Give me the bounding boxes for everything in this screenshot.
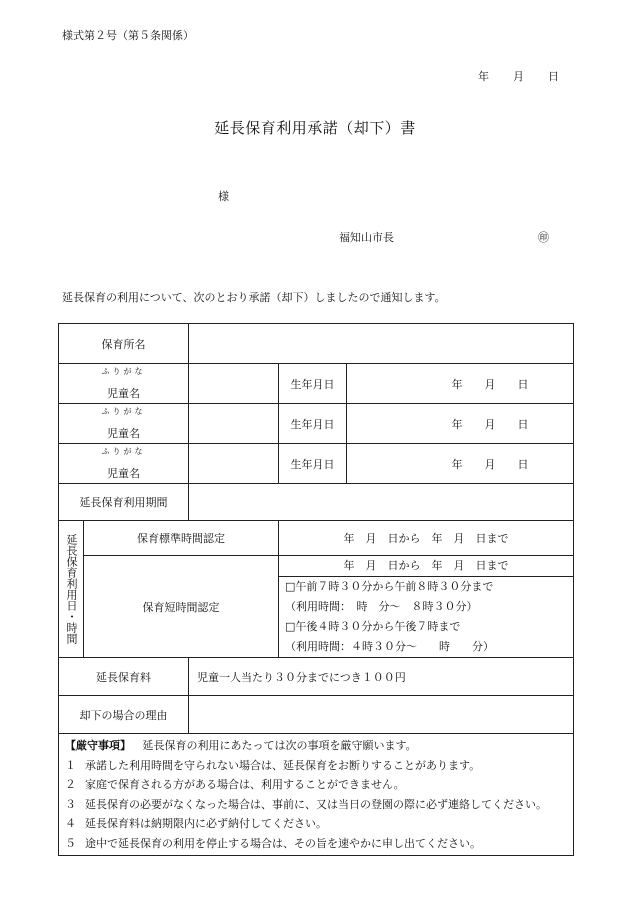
rejection-reason-row (59, 696, 574, 734)
note-number: ２ (65, 778, 76, 791)
furigana-label: ふりがな (101, 367, 146, 376)
birth-year-unit: 年 (451, 417, 463, 431)
short-time-morning-hours: （利用時間： 時 分〜 ８時３０分） (285, 600, 478, 613)
issue-date-line (478, 68, 559, 84)
note-item (65, 775, 567, 795)
fee-row (59, 658, 574, 696)
date-year: 年 (478, 70, 489, 83)
birth-label: 生年月日 (279, 364, 347, 404)
birth-year-unit: 年 (451, 377, 463, 391)
short-time-option-evening[interactable]: □午後４時３０分から午後７時まで (285, 620, 461, 633)
note-item (65, 834, 567, 854)
child-name-field[interactable] (189, 364, 279, 404)
period-value-field[interactable] (189, 484, 574, 521)
date-day: 日 (548, 70, 559, 83)
seal-mark: ㊞ (538, 231, 549, 244)
time-section-text: 延長保育利用日・時間 (65, 534, 78, 644)
birth-day-unit: 日 (517, 417, 529, 431)
child-name-field[interactable] (189, 444, 279, 484)
birth-label: 生年月日 (279, 404, 347, 444)
note-number: １ (65, 758, 76, 772)
standard-time-row (59, 521, 574, 556)
child-name-label (59, 444, 189, 484)
note-number: ５ (65, 836, 76, 850)
birth-date-field[interactable] (347, 444, 574, 484)
child-label: 児童名 (107, 467, 140, 480)
birth-day-unit: 日 (517, 457, 529, 471)
notes-header (65, 736, 567, 756)
notes-intro: 延長保育の利用にあたっては次の事項を厳守願います。 (142, 739, 417, 752)
fee-value: 児童一人当たり３０分までにつき１００円 (189, 658, 574, 696)
time-section-label (59, 521, 84, 658)
birth-label: 生年月日 (279, 444, 347, 484)
period-row (59, 484, 574, 521)
child-row (59, 404, 574, 444)
facility-value-field[interactable] (189, 324, 574, 364)
short-time-option-morning[interactable]: □午前７時３０分から午前８時３０分まで (285, 580, 494, 593)
document-title: 延長保育利用承諾（却下）書 (214, 119, 416, 137)
furigana-label: ふりがな (101, 447, 146, 456)
standard-time-label: 保育標準時間認定 (84, 521, 279, 556)
application-table (58, 323, 574, 856)
rejection-reason-field[interactable] (189, 696, 574, 734)
child-row (59, 364, 574, 404)
short-time-evening-hours: （利用時間：４時３０分〜 時 分） (285, 640, 494, 653)
birth-date-field[interactable] (347, 404, 574, 444)
child-label: 児童名 (107, 427, 140, 440)
birth-month-unit: 月 (484, 417, 496, 431)
date-month: 月 (513, 70, 524, 83)
note-text: 家庭で保育される方がある場合は、利用することができません。 (85, 778, 405, 791)
note-item (65, 795, 567, 815)
note-text: 途中で延長保育の利用を停止する場合は、その旨を速やかに申し出てください。 (85, 836, 481, 850)
issuer-name: 福知山市長 (339, 231, 394, 244)
notes-heading: 【厳守事項】 (65, 739, 131, 752)
short-time-options (279, 556, 574, 658)
note-text: 延長保育の必要がなくなった場合は、事前に、又は当日の登園の際に必ず連絡してください。 (85, 797, 547, 811)
fee-label: 延長保育料 (59, 658, 189, 696)
rejection-reason-label: 却下の場合の理由 (59, 696, 189, 734)
notes-row (59, 734, 574, 856)
intro-text: 延長保育の利用について、次のとおり承諾（却下）しましたので通知します。 (62, 291, 446, 304)
note-text: 延長保育料は納期限内に必ず納付してください。 (85, 817, 327, 830)
child-label: 児童名 (107, 387, 140, 400)
facility-row (59, 324, 574, 364)
note-text: 承諾した利用時間を守られない場合は、延長保育をお断りすることがあります。 (85, 758, 481, 772)
recipient-suffix: 様 (218, 190, 229, 203)
birth-year-unit: 年 (451, 457, 463, 471)
birth-date-field[interactable] (347, 364, 574, 404)
child-name-field[interactable] (189, 404, 279, 444)
facility-label: 保育所名 (59, 324, 189, 364)
notes-section (59, 734, 574, 856)
note-item (65, 814, 567, 834)
standard-time-value[interactable]: 年 月 日から 年 月 日まで (279, 521, 574, 556)
child-row (59, 444, 574, 484)
short-time-label: 保育短時間認定 (84, 556, 279, 658)
short-time-period[interactable]: 年 月 日から 年 月 日まで (279, 556, 573, 577)
child-name-label (59, 364, 189, 404)
short-time-row (59, 556, 574, 658)
note-item (65, 756, 567, 776)
note-number: ４ (65, 817, 76, 830)
birth-month-unit: 月 (484, 457, 496, 471)
birth-month-unit: 月 (484, 377, 496, 391)
period-label: 延長保育利用期間 (59, 484, 189, 521)
furigana-label: ふりがな (101, 407, 146, 416)
child-name-label (59, 404, 189, 444)
birth-day-unit: 日 (517, 377, 529, 391)
note-number: ３ (65, 797, 76, 811)
form-number: 様式第２号（第５条関係） (62, 29, 194, 42)
